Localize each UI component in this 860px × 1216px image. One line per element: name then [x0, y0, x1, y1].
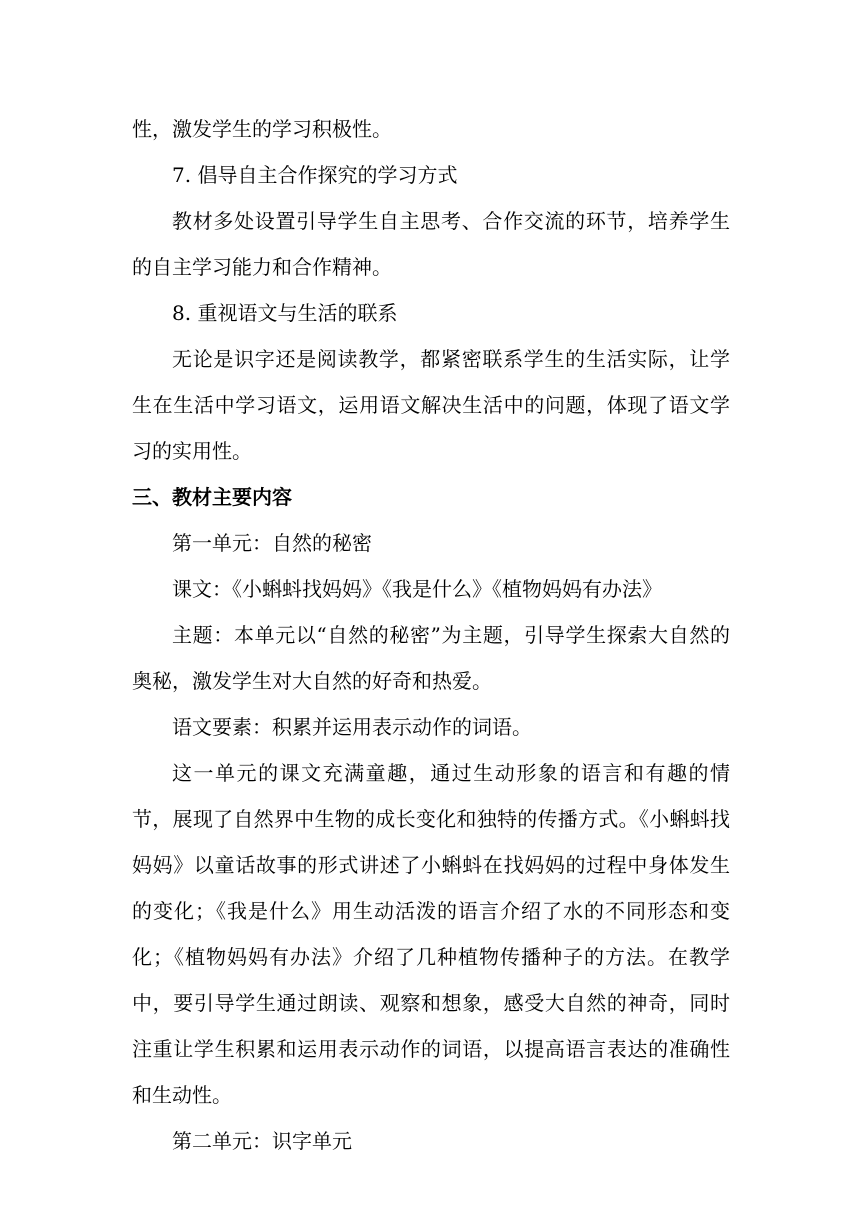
paragraph: 课文：《小蝌蚪找妈妈》《我是什么》《植物妈妈有办法》 [172, 577, 662, 601]
unit-title: 第一单元：自然的秘密 [172, 531, 372, 555]
list-item-heading-7: 7. 倡导自主合作探究的学习方式 [172, 163, 458, 187]
list-item-heading-8: 8. 重视语文与生活的联系 [172, 301, 398, 325]
paragraph: 主题：本单元以“自然的秘密”为主题，引导学生探索大自然的奥秘，激发学生对大自然的好奇和热爱。 [132, 623, 730, 693]
unit-title: 第二单元：识字单元 [172, 1129, 352, 1153]
paragraph-continuation: 性，激发学生的学习积极性。 [132, 117, 392, 141]
paragraph: 无论是识字还是阅读教学，都紧密联系学生的生活实际，让学生在生活中学习语文，运用语文解决生活中的问题，体现了语文学习的实用性。 [132, 347, 730, 463]
paragraph: 这一单元的课文充满童趣，通过生动形象的语言和有趣的情节，展现了自然界中生物的成长变化和独特的传播方式。《小蝌蚪找妈妈》以童话故事的形式讲述了小蝌蚪在找妈妈的过程中身体发生的变化；《我是什么》用生动活泼的语言介绍了水的不同形态和变化；《植物妈妈有办法》介绍了几种植物传播种子的方法。在教学中，要引导学生通过朗读、观察和想象，感受大自然的神奇，同时注重让学生积累和运用表示动作的词语，以提高语言表达的准确性和生动性。 [132, 761, 730, 1107]
document-page [132, 106, 730, 1164]
paragraph: 语文要素：积累并运用表示动作的词语。 [172, 715, 532, 739]
section-heading: 三、教材主要内容 [132, 485, 292, 509]
paragraph: 教材多处设置引导学生自主思考、合作交流的环节，培养学生的自主学习能力和合作精神。 [132, 209, 730, 279]
